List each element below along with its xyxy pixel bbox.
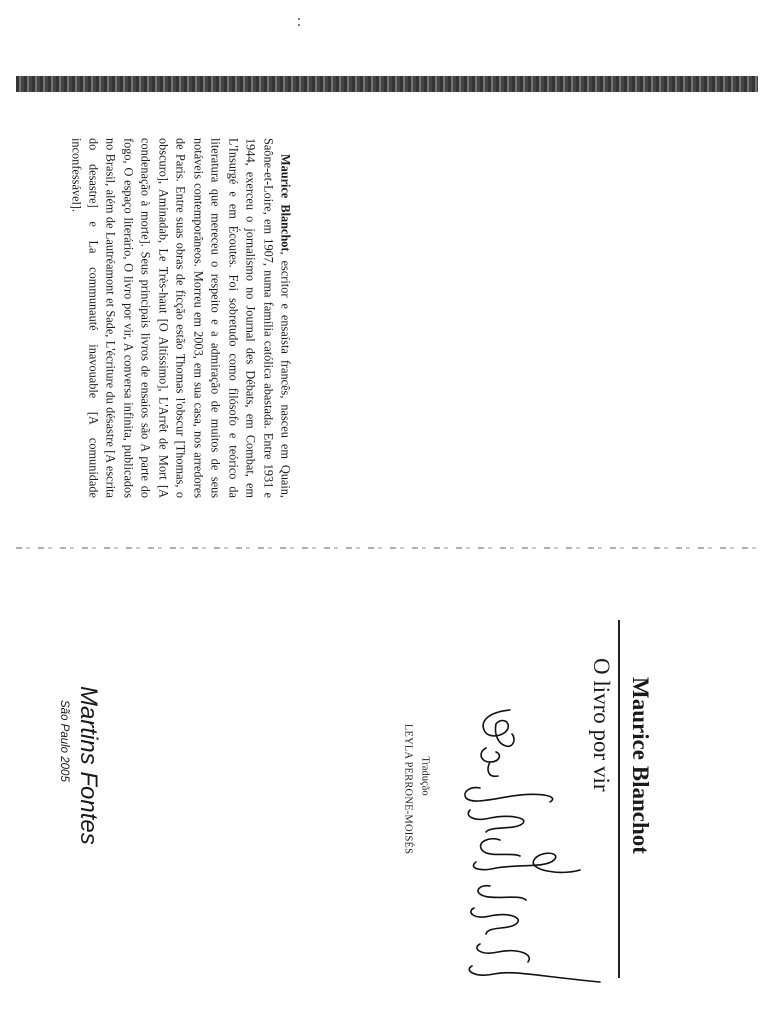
bio-text: , escritor e ensaísta francês, nasceu em Quain, Saône-et-Loire, em 1907, numa família católica abastada. Entre 1931 e 1944, exerceu o jornalismo no Journal des Débats, em Combat, em L'Insurgé e em Écoutes. Foi sobretudo como filósofo e teórico da literatura que mereceu o respeito e a admiração de muitos de seus notáveis contemporâneos. Morreu em 2003, em sua casa, nos arredores de Paris. Entre suas obras de ficção estão Thomas l'obscur [Thomas, o obscuro], Aminadab, Le Très-haut [O Altíssimo], L'Arrêt de Mort [A condenação à morte]. Seus principais livros de ensaios são A parte do fogo, O espaço literário, O livro por vir, A conversa infinita, publicados no Brasil, além de Lautréamont et Sade, L'écriture du désastre [A escrita do desastre] e La communauté inavouable [A comunidade inconfessável]. <box>69 138 293 498</box>
scan-speck <box>298 18 300 20</box>
translation-label: Tradução <box>419 756 431 796</box>
bio-author-name: Maurice Blanchot <box>278 154 293 252</box>
page-fold-line <box>16 547 758 549</box>
binding-shadow-band <box>16 76 758 92</box>
scan-speck <box>298 24 300 26</box>
author-biography <box>67 138 294 498</box>
publication-place-year: São Paulo 2005 <box>58 700 70 782</box>
author-name: Maurice Blanchot <box>628 677 653 854</box>
translator-name: LEYLA PERRONE-MOISÉS <box>402 723 414 855</box>
book-title: O livro por vir <box>589 658 614 792</box>
publisher-name: Martins Fontes <box>75 686 102 845</box>
handwritten-signature <box>450 700 620 990</box>
